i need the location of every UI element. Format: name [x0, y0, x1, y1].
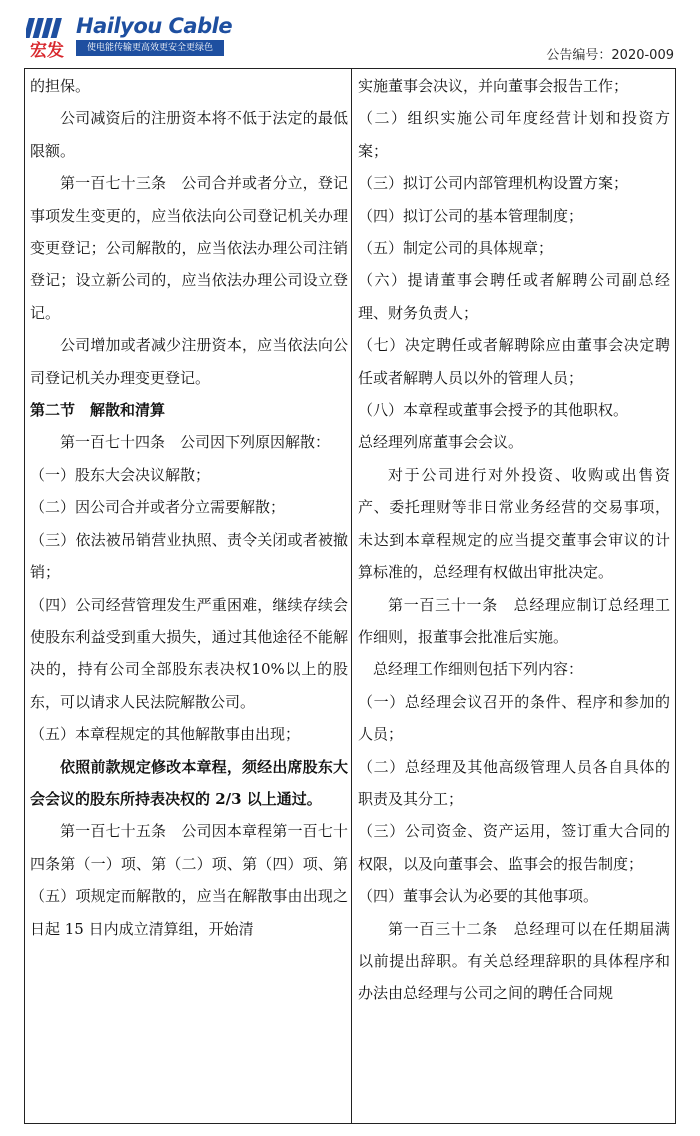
paragraph: 第二节 解散和清算	[30, 401, 166, 420]
paragraph: 第一百三十一条 总经理应制订总经理工作细则，报董事会批准后实施。	[358, 595, 670, 646]
paragraph: （四）拟订公司的基本管理制度；	[358, 206, 584, 225]
paragraph: 第一百七十四条 公司因下列原因解散：	[60, 433, 331, 452]
company-logo	[26, 14, 233, 60]
paragraph: （五）制定公司的具体规章；	[358, 239, 554, 258]
announcement-number: 公告编号：2020-009	[546, 48, 674, 63]
logo-mark-icon	[26, 14, 72, 60]
paragraph: （一）总经理会议召开的条件、程序和参加的人员；	[358, 692, 670, 744]
paragraph: （一）股东大会决议解散；	[30, 465, 211, 484]
paragraph: 第一百三十二条 总经理可以在任期届满以前提出辞职。有关总经理辞职的具体程序和办法由总经理与公司之间的聘任合同规	[358, 919, 670, 1003]
paragraph: 依照前款规定修改本章程，须经出席股东大会会议的股东所持表决权的 2/3 以上通过。	[30, 757, 348, 808]
paragraph: 第一百七十五条 公司因本章程第一百七十四条第（一）项、第（二）项、第（四）项、第（五）项规定而解散的，应当在解散事由出现之日起 15 日内成立清算组，开始清	[30, 822, 348, 938]
paragraph: 总经理工作细则包括下列内容：	[373, 660, 584, 679]
paragraph: 的担保。	[30, 77, 91, 95]
paragraph: （三）公司资金、资产运用，签订重大合同的权限，以及向董事会、监事会的报告制度；	[358, 822, 670, 873]
logo-chinese-text: 宏发	[30, 41, 64, 60]
paragraph: （四）董事会认为必要的其他事项。	[358, 887, 599, 906]
logo-slogan: 使电能传输更高效更安全更绿色	[76, 40, 224, 56]
paragraph: （四）公司经营管理发生严重困难，继续存续会使股东利益受到重大损失，通过其他途径不能解决的，持有公司全部股东表决权10%以上的股东，可以请求人民法院解散公司。	[30, 595, 348, 711]
paragraph: （七）决定聘任或者解聘除应由董事会决定聘任或者解聘人员以外的管理人员；	[358, 336, 670, 387]
paragraph: 对于公司进行对外投资、收购或出售资产、委托理财等非日常业务经营的交易事项，未达到本章程规定的应当提交董事会审议的计算标准的，总经理有权做出审批决定。	[358, 465, 670, 582]
paragraph: 第一百七十三条 公司合并或者分立，登记事项发生变更的，应当依法向公司登记机关办理变更登记；公司解散的，应当依法办理公司注销登记；设立新公司的，应当依法办理公司设立登记。	[30, 174, 348, 322]
paragraph: 实施董事会决议，并向董事会报告工作；	[358, 77, 629, 95]
paragraph: （八）本章程或董事会授予的其他职权。	[358, 401, 629, 420]
paragraph: （二）总经理及其他高级管理人员各自具体的职责及其分工；	[358, 757, 670, 808]
right-column	[358, 70, 670, 1010]
left-column	[30, 70, 348, 945]
logo-wordmark: Hailyou Cable	[76, 14, 233, 38]
paragraph: （三）拟订公司内部管理机构设置方案；	[358, 174, 629, 193]
paragraph: 公司增加或者减少注册资本，应当依法向公司登记机关办理变更登记。	[30, 336, 348, 387]
paragraph: （五）本章程规定的其他解散事由出现；	[30, 725, 301, 744]
paragraph: 总经理列席董事会会议。	[358, 433, 524, 452]
paragraph: （二）组织实施公司年度经营计划和投资方案；	[358, 109, 670, 160]
paragraph: （二）因公司合并或者分立需要解散；	[30, 498, 286, 517]
page-header	[0, 0, 700, 70]
column-divider	[351, 68, 352, 1124]
paragraph: （六）提请董事会聘任或者解聘公司副总经理、财务负责人；	[358, 271, 670, 322]
paragraph: 公司减资后的注册资本将不低于法定的最低限额。	[30, 109, 348, 160]
paragraph: （三）依法被吊销营业执照、责令关闭或者被撤销；	[30, 530, 348, 582]
